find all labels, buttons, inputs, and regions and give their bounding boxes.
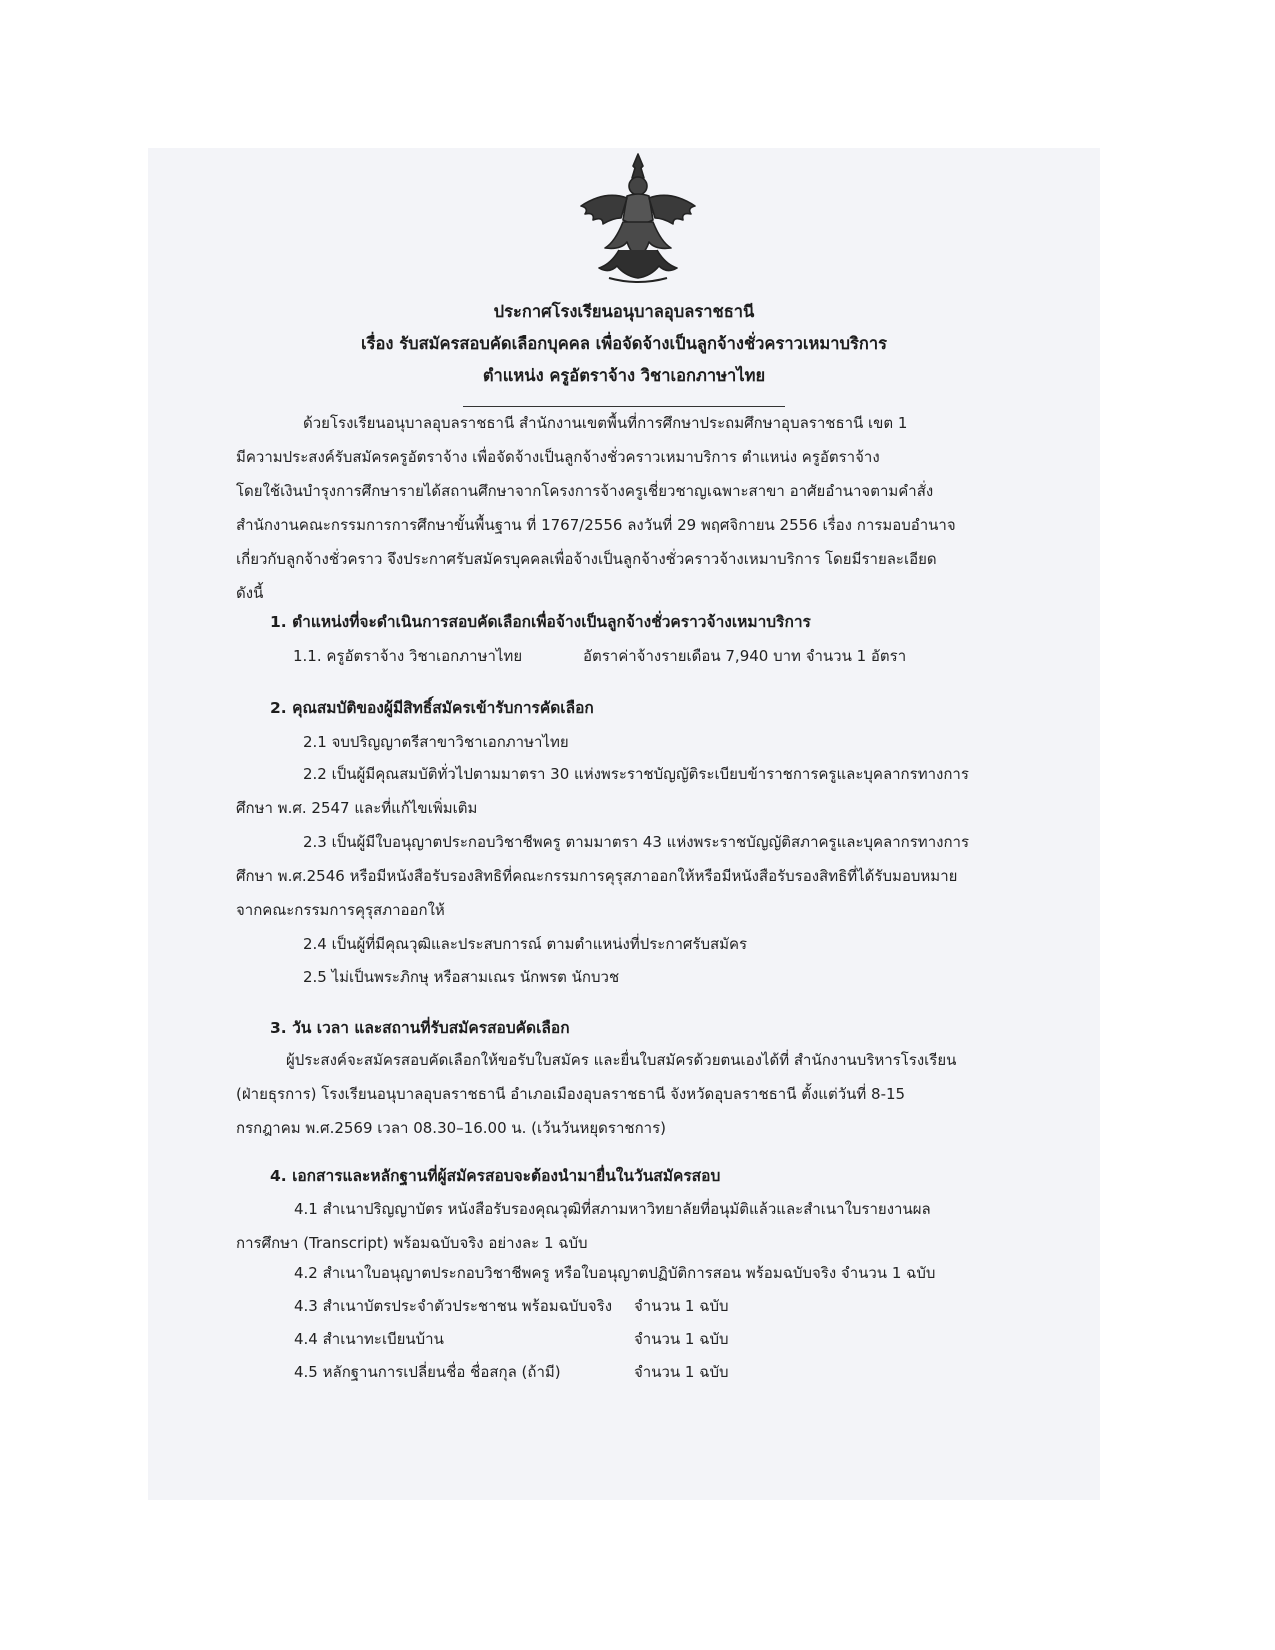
document-4-5-label: 4.5 หลักฐานการเปลี่ยนชื่อ ชื่อสกุล (ถ้ามี) [294,1363,561,1381]
document-4-3-label: 4.3 สำเนาบัตรประจำตัวประชาชน พร้อมฉบับจริง [294,1297,613,1315]
announcement-title [148,296,1100,407]
intro-line-6: ดังนี้ [236,584,264,602]
title-line-2: เรื่อง รับสมัครสอบคัดเลือกบุคคล เพื่อจัดจ้างเป็นลูกจ้างชั่วคราวเหมาบริการ [361,334,887,353]
qualification-2-4: 2.4 เป็นผู้ที่มีคุณวุฒิและประสบการณ์ ตามตำแหน่งที่ประกาศรับสมัคร [303,935,748,953]
position-label: 1.1. ครูอัตราจ้าง วิชาเอกภาษาไทย [293,647,523,665]
document-4-4-label: 4.4 สำเนาทะเบียนบ้าน [294,1330,444,1348]
qualification-2-3: 2.3 เป็นผู้มีใบอนุญาตประกอบวิชาชีพครู ตามมาตรา 43 แห่งพระราชบัญญัติสภาครูและบุคลากรทางการ ศึกษา พ.ศ.2546 หรือมีหนังสือรับรองสิทธิที่คณะกรรมการคุรุสภาออกให้หรือมีหนังสือรับรองสิทธิที่ได้รับมอบหมาย จากคณะกรรมการคุรุสภาออกให้ [236,833,970,919]
section-1-heading: 1. ตำแหน่งที่จะดำเนินการสอบคัดเลือกเพื่อจ้างเป็นลูกจ้างชั่วคราวจ้างเหมาบริการ [270,613,811,631]
qualification-2-1: 2.1 จบปริญญาตรีสาขาวิชาเอกภาษาไทย [303,733,569,751]
document-4-5-qty: จำนวน 1 ฉบับ [634,1363,729,1381]
title-line-3: ตำแหน่ง ครูอัตราจ้าง วิชาเอกภาษาไทย [482,366,766,385]
application-details: ผู้ประสงค์จะสมัครสอบคัดเลือกให้ขอรับใบสมัคร และยื่นใบสมัครด้วยตนเองได้ที่ สำนักงานบริหารโรงเรียน (ฝ่ายธุรการ) โรงเรียนอนุบาลอุบลราชธานี อำเภอเมืองอุบลราชธานี จังหวัดอุบลราชธานี ตั้งแต่วันที่ 8-15 กรกฎาคม พ.ศ.2569 เวลา 08.30–16.00 น. (เว้นวันหยุดราชการ) [236,1051,957,1137]
document-4-4-qty: จำนวน 1 ฉบับ [634,1330,729,1348]
section-3-heading: 3. วัน เวลา และสถานที่รับสมัครสอบคัดเลือก [270,1019,570,1037]
qualification-2-5: 2.5 ไม่เป็นพระภิกษุ หรือสามเณร นักพรต นักบวช [303,968,620,986]
section-4-heading: 4. เอกสารและหลักฐานที่ผู้สมัครสอบจะต้องนำมายื่นในวันสมัครสอบ [270,1167,721,1185]
garuda-emblem-icon [575,150,701,286]
section-2-heading: 2. คุณสมบัติของผู้มีสิทธิ์สมัครเข้ารับการคัดเลือก [270,699,594,717]
intro-paragraph [236,406,1032,610]
intro-line-4: สำนักงานคณะกรรมการการศึกษาขั้นพื้นฐาน ที่ 1767/2556 ลงวันที่ 29 พฤศจิกายน 2556 เรื่อง การมอบอำนาจ [236,516,956,534]
qualification-2-2: 2.2 เป็นผู้มีคุณสมบัติทั่วไปตามมาตรา 30 แห่งพระราชบัญญัติระเบียบข้าราชการครูและบุคลากรทางการ ศึกษา พ.ศ. 2547 และที่แก้ไขเพิ่มเติม [236,765,969,817]
document-4-1: 4.1 สำเนาปริญญาบัตร หนังสือรับรองคุณวุฒิที่สภามหาวิทยาลัยที่อนุมัติแล้วและสำเนาใบรายงานผล การศึกษา (Transcript) พร้อมฉบับจริง อย่างละ 1 ฉบับ [236,1200,931,1252]
intro-line-5: เกี่ยวกับลูกจ้างชั่วคราว จึงประกาศรับสมัครบุคคลเพื่อจ้างเป็นลูกจ้างชั่วคราวจ้างเหมาบริการ โดยมีรายละเอียด [236,550,937,568]
document-4-3-qty: จำนวน 1 ฉบับ [634,1297,729,1315]
intro-line-3: โดยใช้เงินบำรุงการศึกษารายได้สถานศึกษาจากโครงการจ้างครูเชี่ยวชาญเฉพาะสาขา อาศัยอำนาจตามคำสั่ง [236,482,934,500]
position-detail: อัตราค่าจ้างรายเดือน 7,940 บาท จำนวน 1 อัตรา [583,647,907,665]
intro-line-1: ด้วยโรงเรียนอนุบาลอุบลราชธานี สำนักงานเขตพื้นที่การศึกษาประถมศึกษาอุบลราชธานี เขต 1 [303,414,908,432]
document-4-2: 4.2 สำเนาใบอนุญาตประกอบวิชาชีพครู หรือใบอนุญาตปฏิบัติการสอน พร้อมฉบับจริง จำนวน 1 ฉบับ [294,1264,936,1282]
intro-line-2: มีความประสงค์รับสมัครครูอัตราจ้าง เพื่อจัดจ้างเป็นลูกจ้างชั่วคราวเหมาบริการ ตำแหน่ง ครูอัตราจ้าง [236,448,880,466]
title-line-1: ประกาศโรงเรียนอนุบาลอุบลราชธานี [493,302,755,321]
